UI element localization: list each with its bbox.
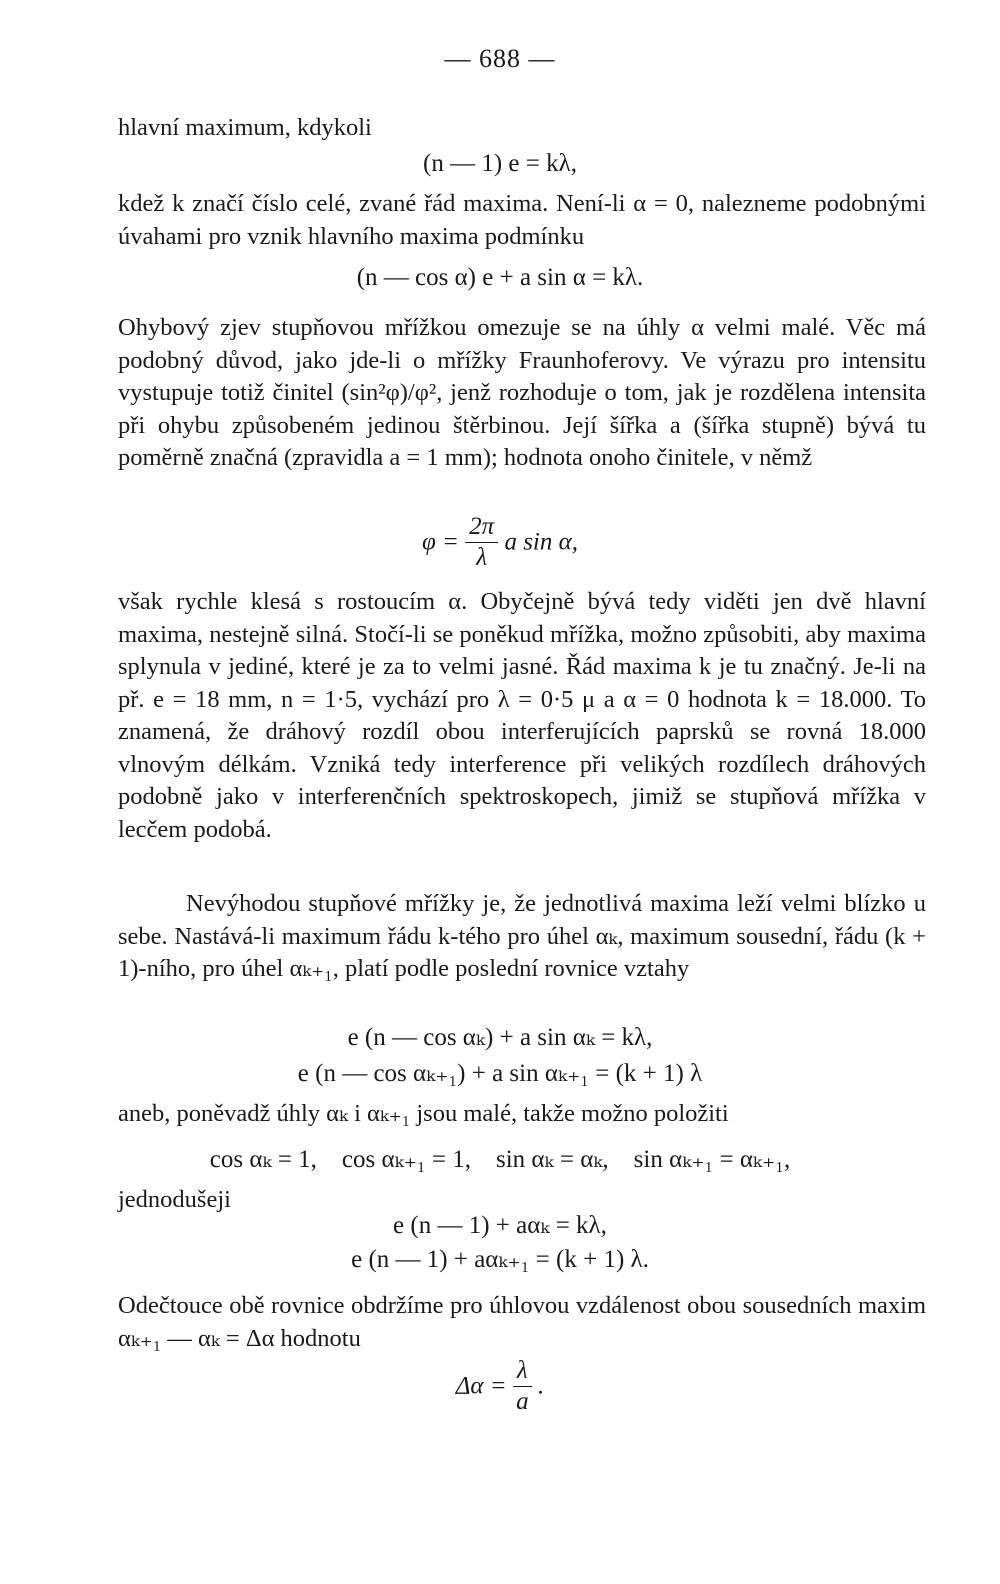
equation-4b: e (n — cos αₖ₊₁) + a sin αₖ₊₁ = (k + 1) λ (297, 1060, 703, 1087)
equation-5: cos αₖ = 1, cos αₖ₊₁ = 1, sin αₖ = αₖ, sin αₖ₊₁ = αₖ₊₁, (209, 1146, 791, 1173)
paragraph-6: aneb, poněvadž úhly αₖ i αₖ₊₁ jsou malé, takže možno položiti (118, 1100, 729, 1127)
paragraph-2: kdež k značí číslo celé, zvané řád maxima. Není-li α = 0, nalezneme podobnými úvahami pro vznik hlavního maxima podmínku (118, 190, 926, 250)
equation-2: (n — cos α) e + a sin α = kλ. (356, 264, 644, 291)
equation-7-numerator: λ (513, 1356, 532, 1387)
equation-7-rhs: . (538, 1372, 545, 1400)
equation-1: (n — 1) e = kλ, (423, 150, 577, 177)
equation-3 (0, 512, 1000, 573)
paragraph-4: však rychle klesá s rostoucím α. Obyčejně bývá tedy viděti jen dvě hlavní maxima, nestejně silná. Stočí-li se poněkud mřížka, možno způsobiti, aby maxima splynula v jediné, které je za to velmi jasné. Řád maxima k je tu značný. Je-li na př. e = 18 mm, n = 1·5, vychází pro λ = 0·5 μ a α = 0 hodnota k = 18.000. To znamená, že dráhový rozdíl obou interferujících paprsků se rovná 18.000 vlnovým délkám. Vzniká tedy interference při velikých rozdílech dráhových podobně jako v interferenčních spektroskopech, jimiž se stupňová mřížka v lecčem podobá. (118, 588, 926, 843)
equation-3-fraction (465, 512, 498, 573)
equation-3-numerator: 2π (465, 512, 498, 543)
paragraph-1: hlavní maximum, kdykoli (118, 114, 372, 141)
equation-7 (0, 1356, 1000, 1417)
equation-4a: e (n — cos αₖ) + a sin αₖ = kλ, (347, 1024, 653, 1051)
equation-3-denominator: λ (476, 544, 488, 571)
equation-7-denominator: a (516, 1388, 529, 1415)
paragraph-5: Nevýhodou stupňové mřížky je, že jednotlivá maxima leží velmi blízko u sebe. Nastává-li maximum řádu k-tého pro úhel αₖ, maximum sousední, řádu (k + 1)-ního, pro úhel αₖ₊₁, platí podle poslední rovnice vztahy (118, 890, 926, 982)
equation-3-lhs: φ = (421, 528, 459, 556)
page-number: — 688 — (444, 44, 556, 73)
equation-6a: e (n — 1) + aαₖ = kλ, (393, 1212, 607, 1239)
equation-7-fraction (513, 1356, 532, 1417)
paragraph-8: Odečtouce obě rovnice obdržíme pro úhlovou vzdálenost obou sousedních maxim αₖ₊₁ — αₖ = Δα hodnotu (118, 1292, 926, 1352)
paragraph-3: Ohybový zjev stupňovou mřížkou omezuje se na úhly α velmi malé. Věc má podobný důvod, jako jde-li o mřížky Fraunhoferovy. Ve výrazu pro intensitu vystupuje totiž činitel (sin²φ)/φ², jenž rozhoduje o tom, jak je rozdělena intensita při ohybu způsobeném jedinou štěrbinou. Její šířka a (šířka stupně) bývá tu poměrně značná (zpravidla a = 1 mm); hodnota onoho činitele, v němž (118, 314, 926, 471)
equation-3-rhs: a sin α, (504, 528, 579, 556)
equation-7-lhs: Δα = (455, 1372, 507, 1400)
equation-6b: e (n — 1) + aαₖ₊₁ = (k + 1) λ. (351, 1246, 649, 1273)
paragraph-7: jednodušeji (118, 1186, 231, 1213)
